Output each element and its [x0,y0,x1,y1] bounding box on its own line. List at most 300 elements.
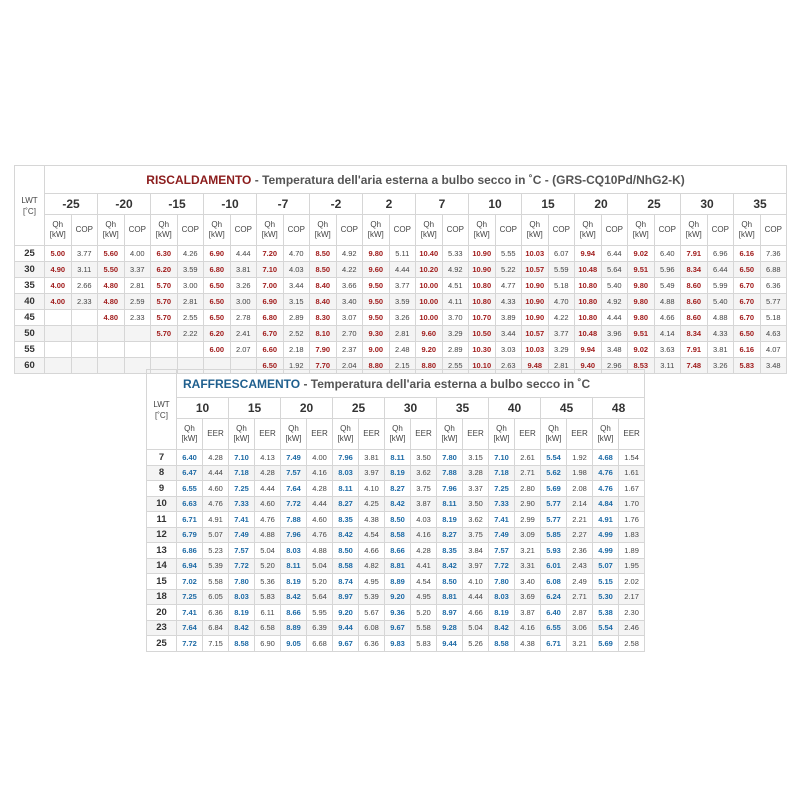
efficiency-value: 5.07 [203,527,229,543]
capacity-value: 8.89 [281,620,307,636]
heating-title-row [15,166,787,194]
efficiency-value: 3.81 [707,342,734,358]
capacity-value: 8.19 [229,605,255,621]
efficiency-value: 4.38 [515,636,541,652]
efficiency-value: 4.92 [601,294,628,310]
capacity-value: 5.62 [541,465,567,481]
lwt-value: 23 [147,620,177,636]
table-row [15,342,787,358]
efficiency-header: COP [548,215,575,246]
capacity-value: 10.00 [416,310,443,326]
capacity-value: 6.50 [204,278,231,294]
capacity-value: 9.94 [575,342,602,358]
capacity-value: 9.67 [333,636,359,652]
efficiency-value: 2.96 [601,358,628,374]
capacity-value: 7.72 [489,558,515,574]
capacity-value: 8.03 [489,589,515,605]
efficiency-value: 1.83 [619,527,645,543]
efficiency-value: 3.07 [336,310,363,326]
efficiency-value: 2.99 [515,512,541,528]
efficiency-value: 2.63 [495,358,522,374]
capacity-value: 5.70 [151,310,178,326]
capacity-value: 8.89 [385,574,411,590]
capacity-value: 5.77 [541,496,567,512]
capacity-value: 7.49 [489,527,515,543]
efficiency-value: 2.71 [567,589,593,605]
efficiency-value: 2.55 [177,310,204,326]
capacity-value: 7.57 [229,543,255,559]
efficiency-value: 4.82 [359,558,385,574]
capacity-unit: [kW] [337,434,354,443]
efficiency-value: 5.22 [495,262,522,278]
capacity-value: 8.97 [333,589,359,605]
efficiency-value: 3.29 [442,326,469,342]
efficiency-value: 2.59 [124,294,151,310]
efficiency-value: 4.22 [548,310,575,326]
efficiency-value: 4.28 [307,481,333,497]
efficiency-value: 5.67 [359,605,385,621]
capacity-label: Qh [105,220,117,229]
capacity-value: 8.19 [489,605,515,621]
efficiency-header: COP [177,215,204,246]
efficiency-value: 6.84 [203,620,229,636]
efficiency-value: 5.04 [307,558,333,574]
capacity-label: Qh [370,220,382,229]
capacity-value: 8.58 [333,558,359,574]
temperature-header: 10 [177,398,229,419]
lwt-value: 35 [15,278,45,294]
capacity-value: 9.20 [333,605,359,621]
efficiency-value [71,358,98,374]
temperature-header: 20 [281,398,333,419]
lwt-value: 40 [15,294,45,310]
capacity-header [541,419,567,450]
efficiency-value: 4.07 [760,342,787,358]
efficiency-value: 4.00 [124,246,151,262]
table-row [147,512,645,528]
capacity-value: 6.60 [257,342,284,358]
efficiency-value: 6.07 [548,246,575,262]
capacity-label: Qh [236,424,247,433]
table-row [147,574,645,590]
efficiency-value: 2.17 [619,589,645,605]
efficiency-value: 5.20 [307,574,333,590]
temperature-header: 15 [522,194,575,215]
capacity-header [281,419,307,450]
capacity-value: 8.27 [333,496,359,512]
lwt-header [15,166,45,246]
efficiency-value: 1.54 [619,450,645,466]
efficiency-value: 3.97 [463,558,489,574]
capacity-value: 9.00 [363,342,390,358]
capacity-value: 5.69 [541,481,567,497]
temperature-header: -10 [204,194,257,215]
table-row [147,558,645,574]
efficiency-value: 3.26 [389,310,416,326]
efficiency-value: 4.95 [411,589,437,605]
capacity-value: 7.96 [437,481,463,497]
capacity-header [437,419,463,450]
capacity-value: 6.90 [257,294,284,310]
efficiency-value: 3.21 [515,543,541,559]
temperature-header: -15 [151,194,204,215]
capacity-unit: [kW] [181,434,198,443]
efficiency-value: 3.87 [411,496,437,512]
capacity-value: 7.48 [681,358,708,374]
capacity-value: 8.58 [489,636,515,652]
capacity-value: 7.33 [229,496,255,512]
efficiency-value: 3.21 [567,636,593,652]
efficiency-value: 6.58 [255,620,281,636]
capacity-value: 5.30 [593,589,619,605]
capacity-value: 7.91 [681,246,708,262]
capacity-label: Qh [158,220,170,229]
capacity-value: 6.47 [177,465,203,481]
lwt-value: 13 [147,543,177,559]
efficiency-value: 4.60 [203,481,229,497]
capacity-value: 9.80 [628,310,655,326]
lwt-value: 55 [15,342,45,358]
capacity-value: 6.50 [204,294,231,310]
efficiency-value: 4.25 [359,496,385,512]
efficiency-value: 3.37 [463,481,489,497]
efficiency-value: 4.76 [307,527,333,543]
efficiency-value: 4.03 [411,512,437,528]
efficiency-header: COP [601,215,628,246]
capacity-unit: [kW] [102,230,119,239]
efficiency-value: 4.76 [255,512,281,528]
lwt-value: 12 [147,527,177,543]
efficiency-value: 3.44 [495,326,522,342]
efficiency-header: COP [654,215,681,246]
capacity-value: 9.44 [333,620,359,636]
capacity-value: 8.10 [310,326,337,342]
capacity-value: 9.80 [628,294,655,310]
efficiency-value [177,342,204,358]
efficiency-value: 3.40 [336,294,363,310]
lwt-header [147,370,177,450]
efficiency-value: 4.60 [307,512,333,528]
efficiency-value: 5.49 [654,278,681,294]
efficiency-value: 3.66 [336,278,363,294]
efficiency-value: 1.98 [567,465,593,481]
capacity-value: 10.03 [522,246,549,262]
temperature-header: 40 [489,398,541,419]
temperature-header: 35 [734,194,787,215]
capacity-value: 9.51 [628,262,655,278]
lwt-label: LWT [153,399,170,409]
efficiency-value: 4.70 [283,246,310,262]
efficiency-header: COP [760,215,787,246]
efficiency-value: 4.44 [601,310,628,326]
lwt-value: 20 [147,605,177,621]
capacity-value: 6.70 [734,294,761,310]
efficiency-value: 2.80 [515,481,541,497]
capacity-value: 8.42 [489,620,515,636]
capacity-value: 8.74 [333,574,359,590]
capacity-unit: [kW] [579,230,596,239]
efficiency-value: 6.36 [760,278,787,294]
efficiency-value: 6.08 [359,620,385,636]
capacity-value: 8.60 [681,310,708,326]
efficiency-value: 5.58 [203,574,229,590]
capacity-label: Qh [688,220,700,229]
efficiency-value: 3.28 [463,465,489,481]
capacity-value: 10.90 [522,294,549,310]
efficiency-value: 3.97 [359,465,385,481]
capacity-header [177,419,203,450]
efficiency-header: COP [71,215,98,246]
capacity-value: 7.91 [681,342,708,358]
capacity-value: 8.30 [310,310,337,326]
efficiency-value: 4.88 [307,543,333,559]
capacity-value: 8.03 [229,589,255,605]
efficiency-value: 2.21 [567,512,593,528]
table-row [147,465,645,481]
capacity-value: 7.00 [257,278,284,294]
efficiency-value: 3.50 [411,450,437,466]
efficiency-value: 4.66 [463,605,489,621]
efficiency-header: COP [707,215,734,246]
efficiency-value: 5.64 [601,262,628,278]
capacity-value: 8.34 [681,326,708,342]
efficiency-value: 5.20 [411,605,437,621]
efficiency-value: 4.88 [707,310,734,326]
efficiency-value: 4.38 [359,512,385,528]
efficiency-value: 6.68 [307,636,333,652]
capacity-value: 10.00 [416,294,443,310]
capacity-value: 6.55 [177,481,203,497]
capacity-header [385,419,411,450]
capacity-value: 10.48 [575,326,602,342]
capacity-value: 6.71 [541,636,567,652]
capacity-value: 8.97 [437,605,463,621]
efficiency-header: COP [495,215,522,246]
efficiency-header: EER [619,419,645,450]
efficiency-value: 4.14 [654,326,681,342]
capacity-value: 10.90 [522,310,549,326]
capacity-unit: [kW] [285,434,302,443]
capacity-value: 9.30 [363,326,390,342]
capacity-value: 7.90 [310,342,337,358]
efficiency-value: 3.87 [515,605,541,621]
efficiency-value: 4.88 [654,294,681,310]
efficiency-value: 2.07 [230,342,257,358]
efficiency-value: 4.33 [707,326,734,342]
efficiency-value: 3.96 [601,326,628,342]
capacity-value: 4.91 [593,512,619,528]
efficiency-value: 5.83 [255,589,281,605]
efficiency-value: 5.59 [548,262,575,278]
capacity-value: 4.00 [45,278,72,294]
efficiency-value: 3.11 [654,358,681,374]
efficiency-value: 1.70 [619,496,645,512]
capacity-value: 9.20 [416,342,443,358]
lwt-value: 30 [15,262,45,278]
capacity-value: 10.70 [469,310,496,326]
capacity-label: Qh [635,220,647,229]
capacity-value: 7.88 [437,465,463,481]
capacity-value: 6.01 [541,558,567,574]
efficiency-value: 3.59 [389,294,416,310]
temperature-header: 15 [229,398,281,419]
efficiency-value: 3.81 [359,450,385,466]
capacity-value [45,358,72,374]
efficiency-value: 3.06 [567,620,593,636]
capacity-value: 5.83 [734,358,761,374]
cooling-temperature-row [147,398,645,419]
lwt-value: 8 [147,465,177,481]
capacity-unit: [kW] [738,230,755,239]
capacity-value: 8.11 [437,496,463,512]
efficiency-value: 4.92 [336,246,363,262]
efficiency-header: COP [230,215,257,246]
capacity-value: 8.11 [333,481,359,497]
capacity-value: 8.50 [310,246,337,262]
capacity-value: 9.60 [416,326,443,342]
capacity-value [45,342,72,358]
efficiency-header: EER [515,419,541,450]
capacity-value: 8.27 [385,481,411,497]
capacity-value: 7.88 [281,512,307,528]
capacity-value: 5.54 [541,450,567,466]
efficiency-value: 3.89 [495,310,522,326]
capacity-value: 9.60 [363,262,390,278]
efficiency-value: 2.36 [567,543,593,559]
efficiency-value: 4.16 [411,527,437,543]
capacity-unit: [kW] [473,230,490,239]
efficiency-header: COP [283,215,310,246]
efficiency-value: 2.18 [283,342,310,358]
efficiency-value: 2.71 [515,465,541,481]
capacity-value: 6.79 [177,527,203,543]
efficiency-value: 2.22 [177,326,204,342]
capacity-value: 8.66 [385,543,411,559]
capacity-header [593,419,619,450]
capacity-value: 8.35 [333,512,359,528]
efficiency-value: 6.36 [359,636,385,652]
capacity-value: 9.05 [281,636,307,652]
capacity-label: Qh [211,220,223,229]
capacity-header [229,419,255,450]
efficiency-value: 3.81 [230,262,257,278]
efficiency-value: 6.44 [601,246,628,262]
capacity-value: 10.57 [522,262,549,278]
efficiency-value: 3.00 [177,278,204,294]
efficiency-value: 5.83 [411,636,437,652]
efficiency-header: EER [463,419,489,450]
capacity-label: Qh [184,424,195,433]
efficiency-header: EER [307,419,333,450]
efficiency-value: 4.60 [255,496,281,512]
capacity-value: 8.80 [363,358,390,374]
temperature-header: 45 [541,398,593,419]
table-row [15,262,787,278]
efficiency-value: 1.61 [619,465,645,481]
capacity-value: 5.85 [541,527,567,543]
capacity-value: 5.38 [593,605,619,621]
efficiency-value [71,326,98,342]
efficiency-value: 2.70 [336,326,363,342]
capacity-value: 9.50 [363,294,390,310]
temperature-header: 20 [575,194,628,215]
efficiency-value: 1.89 [619,543,645,559]
lwt-value: 60 [15,358,45,374]
capacity-value: 5.70 [151,278,178,294]
efficiency-value: 2.41 [230,326,257,342]
efficiency-value: 3.75 [411,481,437,497]
capacity-value: 7.80 [229,574,255,590]
capacity-value: 5.77 [541,512,567,528]
table-row [15,310,787,326]
table-row [147,620,645,636]
capacity-label: Qh [288,424,299,433]
capacity-value: 10.40 [416,246,443,262]
efficiency-value: 4.44 [389,262,416,278]
efficiency-value: 3.62 [411,465,437,481]
capacity-value: 6.24 [541,589,567,605]
capacity-label: Qh [476,220,488,229]
cooling-title [177,370,645,398]
capacity-value: 4.99 [593,527,619,543]
efficiency-value: 4.66 [359,543,385,559]
cooling-subheader-row [147,419,645,450]
efficiency-value: 2.87 [567,605,593,621]
efficiency-value: 3.48 [601,342,628,358]
efficiency-value: 3.40 [515,574,541,590]
capacity-unit: [kW] [685,230,702,239]
capacity-value: 4.99 [593,543,619,559]
efficiency-value: 3.59 [177,262,204,278]
efficiency-value: 2.61 [515,450,541,466]
capacity-value: 9.44 [437,636,463,652]
capacity-value: 6.40 [541,605,567,621]
capacity-unit: [kW] [233,434,250,443]
efficiency-value: 3.15 [283,294,310,310]
capacity-value: 9.67 [385,620,411,636]
efficiency-value: 5.18 [760,310,787,326]
capacity-value: 7.80 [489,574,515,590]
efficiency-value: 4.22 [336,262,363,278]
efficiency-value: 4.26 [177,246,204,262]
temperature-header: 2 [363,194,416,215]
temperature-header: 25 [628,194,681,215]
efficiency-value [71,342,98,358]
capacity-value: 6.90 [204,246,231,262]
capacity-value: 10.48 [575,262,602,278]
efficiency-value: 5.64 [307,589,333,605]
efficiency-value: 2.33 [124,310,151,326]
capacity-value: 10.90 [469,262,496,278]
table-row [147,481,645,497]
efficiency-value: 3.69 [515,589,541,605]
efficiency-value: 4.28 [203,450,229,466]
capacity-header [98,215,125,246]
capacity-label: Qh [264,220,276,229]
efficiency-value [71,310,98,326]
lwt-value: 45 [15,310,45,326]
efficiency-value [124,342,151,358]
efficiency-value: 5.58 [411,620,437,636]
efficiency-value: 6.44 [707,262,734,278]
capacity-header [45,215,72,246]
capacity-value: 6.08 [541,574,567,590]
efficiency-value: 2.81 [124,278,151,294]
capacity-value: 6.16 [734,246,761,262]
table-row [147,450,645,466]
table-row [147,527,645,543]
capacity-header [489,419,515,450]
